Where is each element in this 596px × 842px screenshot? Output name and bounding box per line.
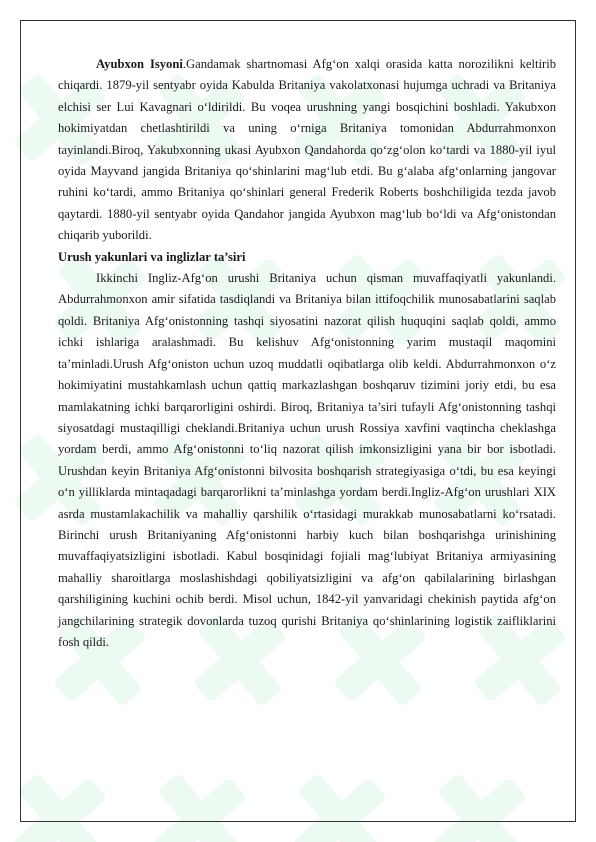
paragraph-ayubxon-revolt bbox=[58, 54, 556, 247]
paragraph-war-results: Ikkinchi Ingliz-Afg‘on urushi Britaniya uchun qisman muvaffaqiyatli yakunlandi. Abdurrahmonxon amir sifatida tasdiqlandi va Britaniya bilan ittifoqchilik munosabatlarini saqlab qoldi. Britaniya Afg‘onistonning tashqi siyosatini nazorat qilish huquqini saqlab qoldi, ammo ichki ishlariga aralashmadi. Bu kelishuv Afg‘onistonning yarim mustaqil maqomini ta’minladi.Urush Afg‘oniston uchun uzoq muddatli oqibatlarga olib keldi. Abdurrahmonxon o‘z hokimiyatini mustahkamlash uchun qattiq markazlashgan boshqaruv tizimini joriy etdi, bu esa mamlakatning ichki barqarorligini oshirdi. Biroq, Britaniya ta’siri tufayli Afg‘onistonning tashqi siyosatdagi mustaqilligi cheklandi.Britaniya uchun urush Rossiya xavfini vaqtincha cheklashga yordam berdi, ammo Afg‘onistonni to‘liq nazorat qilish imkonsizligini yana bir bor isbotladi. Urushdan keyin Britaniya Afg‘onistonni bilvosita boshqarish strategiyasiga o‘tdi, bu esa keyingi o‘n yilliklarda mintaqadagi barqarorlikni ta’minlashga yordam berdi.Ingliz-Afg‘on urushlari XIX asrda mustamlakachilik va mahalliy qarshilik o‘rtasidagi murakkab munosabatlarni ko‘rsatadi. Birinchi urush Britaniyaning Afg‘onistonni harbiy kuch bilan boshqarishga urinishining muvaffaqiyatsizligini isbotladi. Kabul bosqinidagi fojiali mag‘lubiyat Britaniya armiyasining mahalliy sharoitlarga moslashishdagi qobiliyatsizligini va afg‘on qabilalarining birlashgan qarshiligining kuchini ochib berdi. Misol uchun, 1842-yil yanvaridagi chekinish paytida afg‘on jangchilarining strategik dovonlarda tuzoq qurishi Britaniya qo‘shinlarining logistik zaifliklarini fosh qildi. bbox=[58, 271, 556, 649]
paragraph-text: .Gandamak shartnomasi Afg‘on xalqi orasida katta norozilikni keltirib chiqardi. 1879-yil sentyabr oyida Kabulda Britaniya vakolatxonasi hujumga uchradi va Britaniya elchisi ser Lui Kavagnari o‘ldirildi. Bu voqea urushning yangi bosqichini boshladi. Yakubxon hokimiyatdan chetlashtirildi va uning o‘rniga Britaniya tomonidan Abdurrahmonxon tayinlandi.Biroq, Yakubxonning ukasi Ayubxon Qandahorda qo‘zg‘olon ko‘tardi va 1880-yil iyul oyida Mayvand jangida Britaniya qo‘shinlarini mag‘lub etdi. Bu g‘alaba afg‘onlarning jangovar ruhini ko‘tardi, ammo Britaniya qo‘shinlari general Frederik Roberts boshchiligida tezda javob qaytardi. 1880-yil sentyabr oyida Qandahor jangida Ayubxon mag‘lub bo‘ldi va Afg‘onistondan chiqarib yuborildi. bbox=[58, 57, 556, 243]
document-body bbox=[58, 54, 556, 653]
section-heading: Urush yakunlari va inglizlar ta’siri bbox=[58, 249, 246, 264]
paragraph-title: Ayubxon Isyoni bbox=[96, 57, 183, 71]
